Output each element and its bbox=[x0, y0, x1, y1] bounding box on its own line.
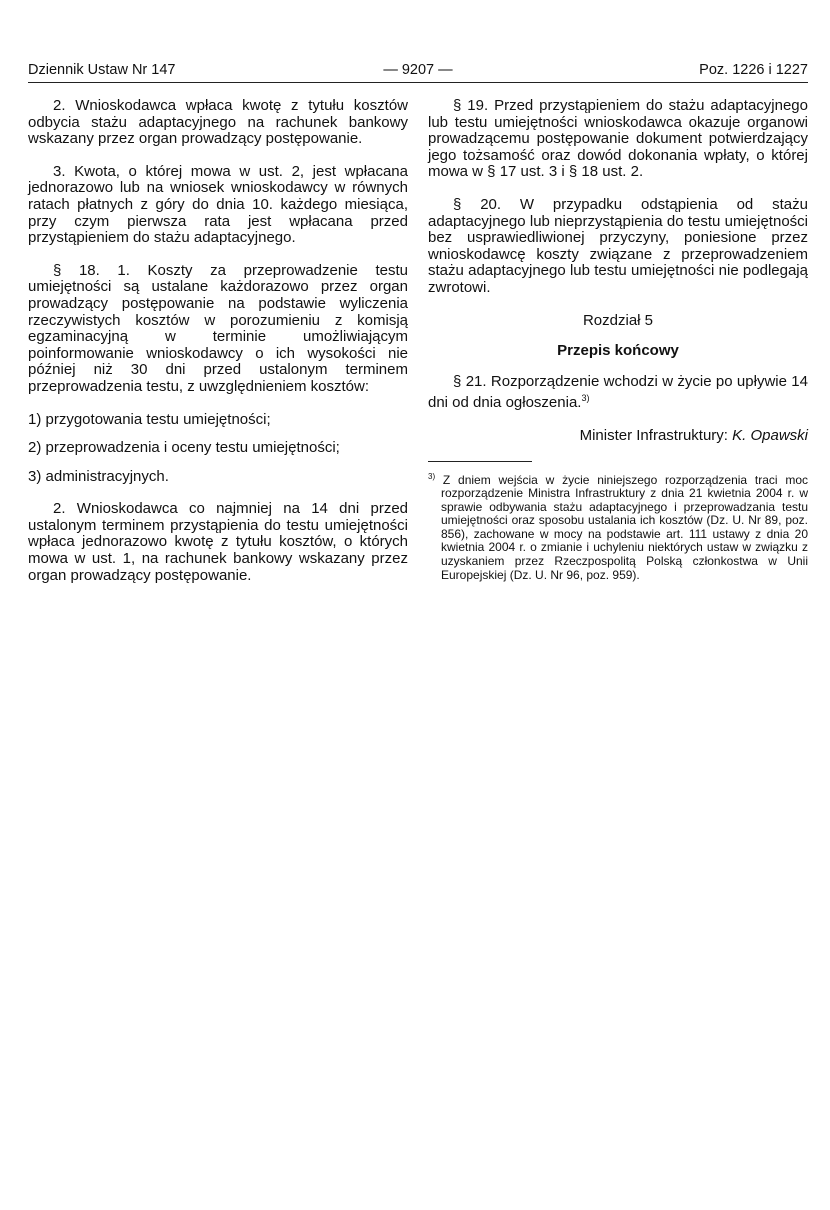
paragraph-18-1: § 18. 1. Koszty za przeprowadzenie testu umiejętności są ustalane każdorazowo przez organ prowadzący postępowanie na podstawie wyliczenia rzeczywistych kosztów w porozumieniu z komisją egzaminacyjną w terminie umożliwiającym poinformowanie wnioskodawcy o ich wysokości nie później niż 30 dni przed ustalonym terminem przeprowadzenia testu, z uwzględnieniem kosztów: bbox=[28, 261, 408, 395]
paragraph-17-2: 2. Wnioskodawca wpłaca kwotę z tytułu kosztów odbycia stażu adaptacyjnego na rachunek bankowy wskazany przez organ prowadzący postępowanie. bbox=[28, 97, 408, 148]
chapter-title: Przepis końcowy bbox=[557, 342, 679, 360]
paragraph-18-2: 2. Wnioskodawca co najmniej na 14 dni przed ustalonym terminem przystąpienia do testu umiejętności wpłaca jednorazowo kwotę z tytułu kosztów, o których mowa w ust. 1, na rachunek bankowy wskazany przez organ prowadzący postępowanie. bbox=[28, 500, 408, 584]
right-column bbox=[428, 98, 808, 598]
paragraph-21 bbox=[428, 374, 808, 412]
signature-name: K. Opawski bbox=[732, 426, 808, 444]
page-number: — 9207 — bbox=[383, 62, 453, 78]
paragraph-21-text: § 21. Rozporządzenie wchodzi w życie po upływie 14 dni od dnia ogłoszenia. bbox=[428, 372, 808, 412]
page-header bbox=[28, 62, 808, 83]
paragraph-20: § 20. W przypadku odstąpienia od stażu adaptacyjnego lub nieprzystąpienia do testu umiejętności bez usprawiedliwionej przyczyny, poniesione przez wnioskodawcę koszty związane z przeprowadzeniem stażu adaptacyjnego lub testu umiejętności nie podlegają zwrotowi. bbox=[428, 195, 808, 296]
list-item: 2) przeprowadzenia i oceny testu umiejętności; bbox=[28, 439, 340, 457]
paragraph-19: § 19. Przed przystąpieniem do stażu adaptacyjnego lub testu umiejętności wnioskodawca okazuje organowi prowadzącemu postępowanie dokument potwierdzający jego tożsamość oraz dowód dokonania wpłaty, o której mowa w § 17 ust. 3 i § 18 ust. 2. bbox=[428, 97, 808, 181]
list-item: 3) administracyjnych. bbox=[28, 467, 169, 485]
signature bbox=[428, 428, 808, 445]
list-item: 1) przygotowania testu umiejętności; bbox=[28, 410, 271, 428]
journal-title: Dziennik Ustaw Nr 147 bbox=[28, 62, 176, 78]
position-reference: Poz. 1226 i 1227 bbox=[699, 62, 808, 78]
paragraph-17-3: 3. Kwota, o której mowa w ust. 2, jest wpłacana jednorazowo lub na wniosek wnioskodawcy w równych ratach płatnych z góry do dnia 10. każdego miesiąca, przy czym pierwsza rata jest wpłacana przed przystąpieniem do stażu adaptacyjnego. bbox=[28, 162, 408, 247]
chapter-heading: Rozdział 5 bbox=[582, 311, 654, 329]
footnote bbox=[428, 470, 808, 583]
footnote-separator bbox=[428, 461, 532, 462]
left-column bbox=[28, 98, 408, 600]
footnote-marker: 3) bbox=[428, 471, 436, 481]
footnote-reference: 3) bbox=[581, 393, 590, 404]
footnote-text: Z dniem wejścia w życie niniejszego rozporządzenia traci moc rozporządzenie Ministra Infrastruktury z dnia 21 kwietnia 2004 r. w sprawie odbywania stażu adaptacyjnego i przeprowadzania testu umiejętności oraz sposobu ustalania ich kosztów (Dz. U. Nr 89, poz. 856), zachowane w mocy na podstawie art. 111 ustawy z dnia 20 kwietnia 2004 r. o zmianie i uchyleniu niektórych ustaw w związku z uzyskaniem przez Rzeczpospolitą Polską członkostwa w Unii Europejskiej (Dz. U. Nr 96, poz. 959). bbox=[435, 472, 808, 582]
signature-role: Minister Infrastruktury: bbox=[579, 426, 733, 444]
